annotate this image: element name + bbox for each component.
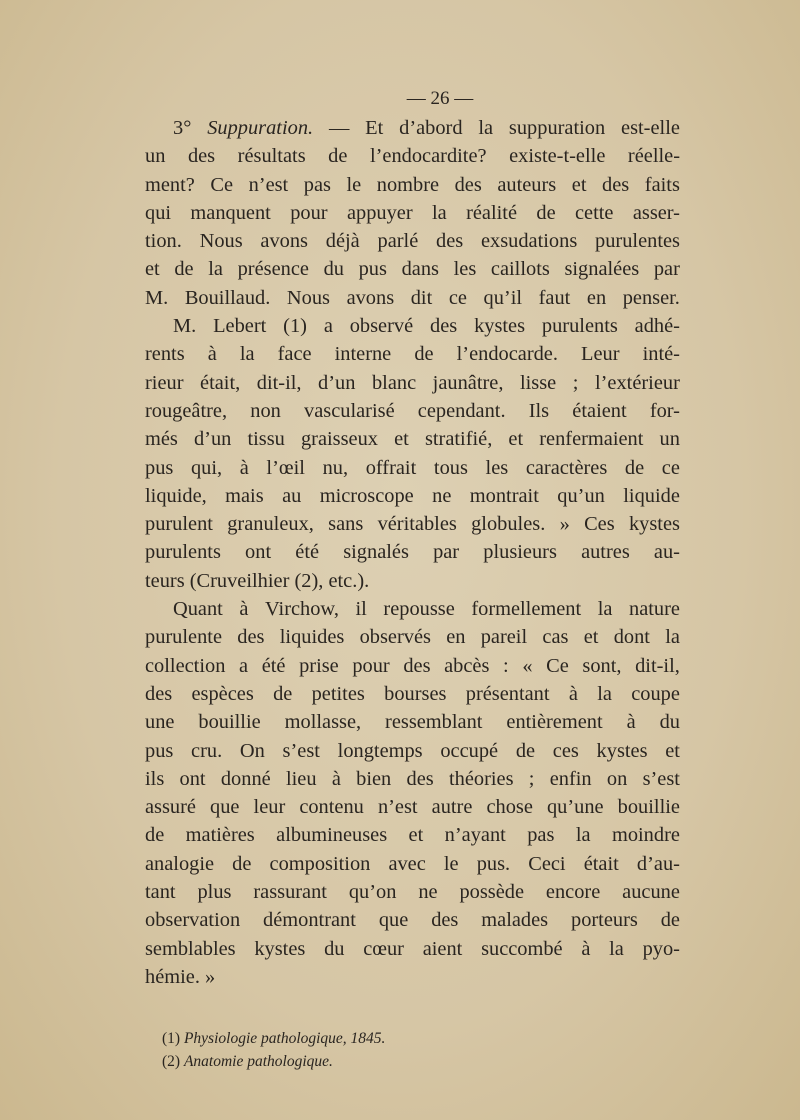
footnote-marker: (1) [162,1030,181,1047]
text-line: tion. Nous avons déjà parlé des exsudations purulentes [145,230,680,253]
text-line: analogie de composition avec le pus. Ceci était d’au- [145,852,680,875]
footnote-1 [162,1027,385,1050]
text-line: purulente des liquides observés en pareil cas et dont la [145,626,680,649]
text-line: de matières albumineuses et n’ayant pas la moindre [145,824,680,847]
text-line: et de la présence du pus dans les caillots signalées par [145,258,680,281]
text-line: assuré que leur contenu n’est autre chose qu’une bouillie [145,796,680,819]
text-line: une bouillie mollasse, ressemblant entièrement à du [145,711,680,734]
footnote-2 [162,1050,385,1073]
text-line: teurs (Cruveilhier (2), etc.). [145,569,370,592]
text-line: des espèces de petites bourses présentant à la coupe [145,682,680,705]
footnote-text: Physiologie pathologique, 1845. [183,1030,386,1047]
text-line: pus qui, à l’œil nu, offrait tous les caractères de ce [145,456,680,479]
text-line: M. Lebert (1) a observé des kystes purulents adhé- [173,315,680,338]
text-line: qui manquent pour appuyer la réalité de cette asser- [145,201,680,224]
text-line: M. Bouillaud. Nous avons dit ce qu’il faut en penser. [145,286,680,309]
text-line: ils ont donné lieu à bien des théories ; enfin on s’est [145,767,680,790]
text-line: tant plus rassurant qu’on ne possède encore aucune [145,881,680,904]
text-line: 3° Suppuration. — Et d’abord la suppuration est-elle [173,117,680,139]
body-text [145,114,680,991]
text-line: hémie. » [145,965,216,988]
text-line: purulents ont été signalés par plusieurs autres au- [145,541,680,564]
text-line: rents à la face interne de l’endocarde. Leur inté- [145,343,680,366]
text-line: observation démontrant que des malades porteurs de [145,909,680,932]
text-line: Quant à Virchow, il repousse formellement la nature [173,598,680,621]
footnotes [162,1027,385,1073]
text-line: rougeâtre, non vascularisé cependant. Ils étaient for- [145,399,680,422]
text-line: liquide, mais au microscope ne montrait qu’un liquide [145,484,680,507]
page-number: — 26 — [406,88,474,109]
text-line: ment? Ce n’est pas le nombre des auteurs et des faits [145,173,680,196]
footnote-marker: (2) [162,1053,181,1070]
text-line: més d’un tissu graisseux et stratifié, et renfermaient un [145,428,680,451]
text-line: semblables kystes du cœur aient succombé à la pyo- [145,937,680,960]
text-line: rieur était, dit-il, d’un blanc jaunâtre, lisse ; l’extérieur [145,371,680,394]
text-line: collection a été prise pour des abcès : « Ce sont, dit-il, [145,654,680,677]
text-line: pus cru. On s’est longtemps occupé de ces kystes et [145,739,680,762]
text-line: purulent granuleux, sans véritables globules. » Ces kystes [145,513,680,536]
footnote-text: Anatomie pathologique. [183,1053,333,1070]
text-line: un des résultats de l’endocardite? existe-t-elle réelle- [145,145,680,168]
